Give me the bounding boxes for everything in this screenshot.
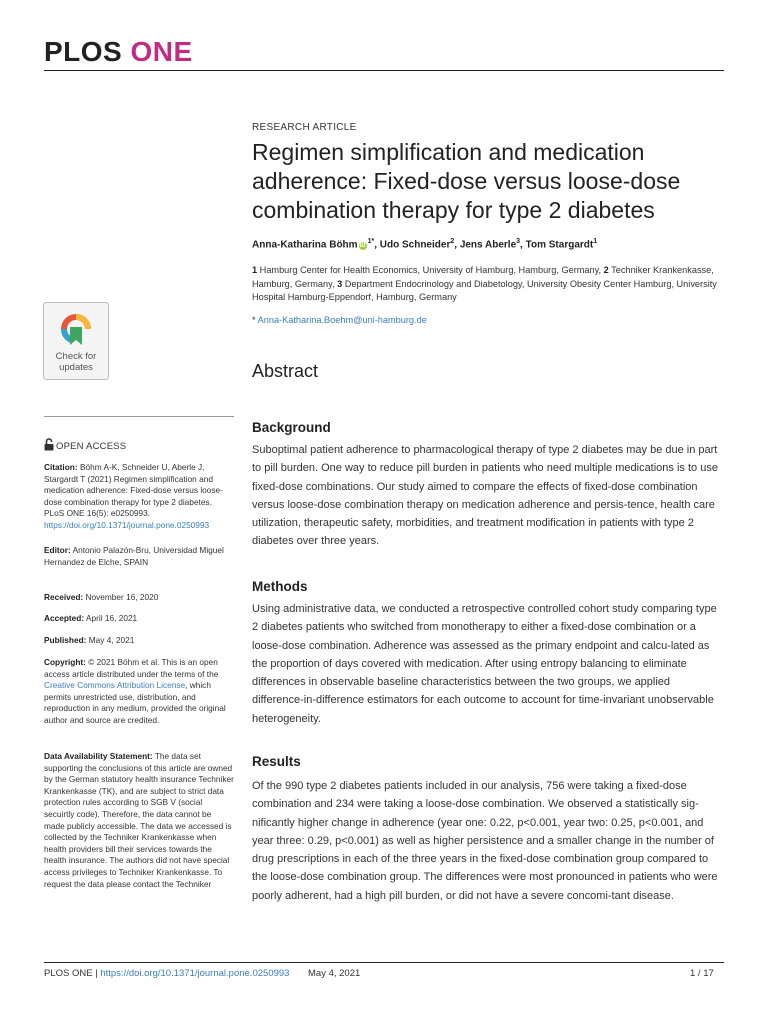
editor-label: Editor: [44, 545, 71, 555]
affiliation-number: 1 [252, 265, 258, 275]
page-number: 1 / 17 [690, 968, 714, 979]
author-name[interactable]: Tom Stargardt [525, 239, 594, 251]
article-type: RESEARCH ARTICLE [252, 122, 357, 133]
logo-one: ONE [130, 36, 193, 67]
citation-text: Böhm A-K, Schneider U, Aberle J, Stargardt T (2021) Regimen simplification and medication adherence: Fixed-dose versus loose-dose combination therapy for type 2 diabetes. PLoS ONE 16(5): e0250993. [44, 462, 223, 519]
corresponding-author-mark: * [371, 238, 375, 245]
accepted-label: Accepted: [44, 613, 85, 623]
author-affiliation-mark: 1 [367, 238, 372, 245]
sidebar-divider [44, 416, 234, 417]
copyright-block [44, 657, 234, 727]
published-block [44, 635, 234, 647]
author-name[interactable]: Jens Aberle [459, 239, 517, 251]
author-affiliation-mark: 2 [450, 238, 455, 245]
copyright-text: , which permits unrestricted use, distribution, and reproduction in any medium, provided the original author and source are credited. [44, 680, 226, 725]
published-label: Published: [44, 635, 87, 645]
data-availability-text: The data set supporting the conclusions of this article are owned by the German statutory health insurance Techniker Krankenkasse (TK), and are subject to strict data protection rules according to SGB V (social secuirtly code). Therefore, the data cannot be made publicly accessible. The data we accessed is collected by the Techniker Krankenkasse when health providers bill their services towards the health insurance. The authors did not have special access privileges to Techniker Krankenkasse. To request the data please contact the Techniker [44, 751, 234, 889]
background-heading: Background [252, 420, 331, 435]
footer-doi-link[interactable]: https://doi.org/10.1371/journal.pone.0250993 [100, 968, 290, 979]
author-list: Anna-Katharina Böhm $iD^{1*}$, Udo Schneider$^2$, Jens Aberle$^3$, Tom Stargardt$^1$ [252, 238, 598, 251]
affiliations [252, 264, 722, 305]
affiliation-text: Department Endocrinology and Diabetology, University Obesity Center Hamburg, University Hospital Hamburg-Eppendorf, Hamburg, Germany [252, 278, 717, 302]
data-availability-label: Data Availability Statement: [44, 751, 153, 761]
copyright-label: Copyright: [44, 657, 86, 667]
footer-date: May 4, 2021 [308, 968, 361, 979]
affiliation-number: 2 [603, 265, 609, 275]
received-date: November 16, 2020 [83, 592, 159, 602]
badge-line-1: Check for [55, 351, 97, 362]
corresponding-email [252, 315, 722, 325]
article-title [252, 138, 722, 225]
affiliation-text: Techniker Krankenkasse, Hamburg, Germany, [252, 265, 714, 289]
title-line-1: Regimen simplification and medication [252, 139, 645, 165]
author-affiliation-mark: 1 [593, 238, 598, 245]
accepted-date: April 16, 2021 [84, 613, 138, 623]
header-divider [44, 70, 724, 71]
affiliation-number: 3 [337, 278, 343, 289]
logo-plos: PLOS [44, 36, 123, 67]
footer-divider [44, 962, 724, 963]
author-affiliation-mark: 3 [516, 238, 521, 245]
abstract-heading: Abstract [252, 361, 319, 381]
methods-paragraph: Using administrative data, we conducted a retrospective controlled cohort study comparing type 2 diabetes patients who switched from monotherapy to either a fixed-dose combination or a loose-dose combination. Adherence was assessed as the primary endpoint and calcu-lated as the proportion of days covered with medication. After using entropy balancing to eliminate differences in observable baseline characteristics between the two groups, we applied difference-in-difference estimators for each outcome to account for time-invariant unobservable heterogeneity. [252, 603, 717, 725]
email-link[interactable]: Anna-Katharina.Boehm@uni-hamburg.de [257, 315, 427, 325]
author-name[interactable]: Udo Schneider [379, 239, 451, 251]
affiliation-text: Hamburg Center for Health Economics, University of Hamburg, Hamburg, Germany, [257, 265, 604, 275]
methods-heading: Methods [252, 579, 308, 594]
editor-text: Antonio Palazón-Bru, Universidad Miguel Hernandez de Elche, SPAIN [44, 545, 224, 567]
received-label: Received: [44, 592, 84, 602]
background-paragraph: Suboptimal patient adherence to pharmacological therapy of type 2 diabetes may be due in part to pill burden. One way to reduce pill burden in patients who need multiple medications is to use fixed-dose combinations. Our study aimed to compare the effects of fixed-dose combination versus loose-dose combination therapy on medication adherence and persis-tence, health care utilization, therapeutic safety, morbidities, and treatment modification in patients with type 2 diabetes over three years. [252, 444, 718, 548]
author-name[interactable]: Anna-Katharina Böhm [252, 239, 358, 251]
results-paragraph: Of the 990 type 2 diabetes patients included in our analysis, 756 were taking a fixed-dose combination and 234 were taking a loose-dose combination. We observed a statistically sig-nificantly higher change in adherence (year one: 0.22, p<0.001, year two: 0.25, p<0.001, and year three: 0.29, p<0.001) as well as higher persistence and a smaller change in the number of drug prescriptions in each of the three years in the fixed-dose combination group compared to the loose-dose combination group. The differences were most pronounced in patients who were poorly adherent, had a high pill burden, or did not have a severe concomi-tant disease. [252, 780, 718, 902]
journal-logo [44, 36, 193, 68]
editor-block [44, 545, 234, 568]
data-availability-block [44, 751, 234, 890]
check-for-updates-badge[interactable] [43, 302, 109, 380]
open-access-text: OPEN ACCESS [56, 441, 127, 452]
badge-line-2: updates [59, 362, 93, 373]
copyright-text: © 2021 Böhm et al. This is an open access article distributed under the terms of the [44, 657, 219, 679]
published-date: May 4, 2021 [86, 635, 135, 645]
citation-label: Citation: [44, 462, 78, 472]
email-star: * [252, 315, 256, 325]
results-heading: Results [252, 754, 301, 769]
title-line-2: adherence: Fixed-dose versus loose-dose [252, 168, 681, 194]
open-lock-icon [44, 438, 54, 451]
open-access-label [44, 438, 126, 452]
footer-journal: PLOS ONE | [44, 968, 101, 979]
footer-citation [44, 968, 289, 979]
citation-doi-link[interactable]: https://doi.org/10.1371/journal.pone.0250993 [44, 519, 210, 530]
license-link[interactable]: Creative Commons Attribution License [44, 680, 186, 691]
title-line-3: combination therapy for type 2 diabetes [252, 197, 655, 223]
check-for-updates-icon [60, 311, 92, 347]
citation-block [44, 462, 234, 532]
accepted-block [44, 613, 234, 625]
orcid-icon[interactable]: iD [359, 243, 366, 250]
received-block [44, 592, 234, 604]
